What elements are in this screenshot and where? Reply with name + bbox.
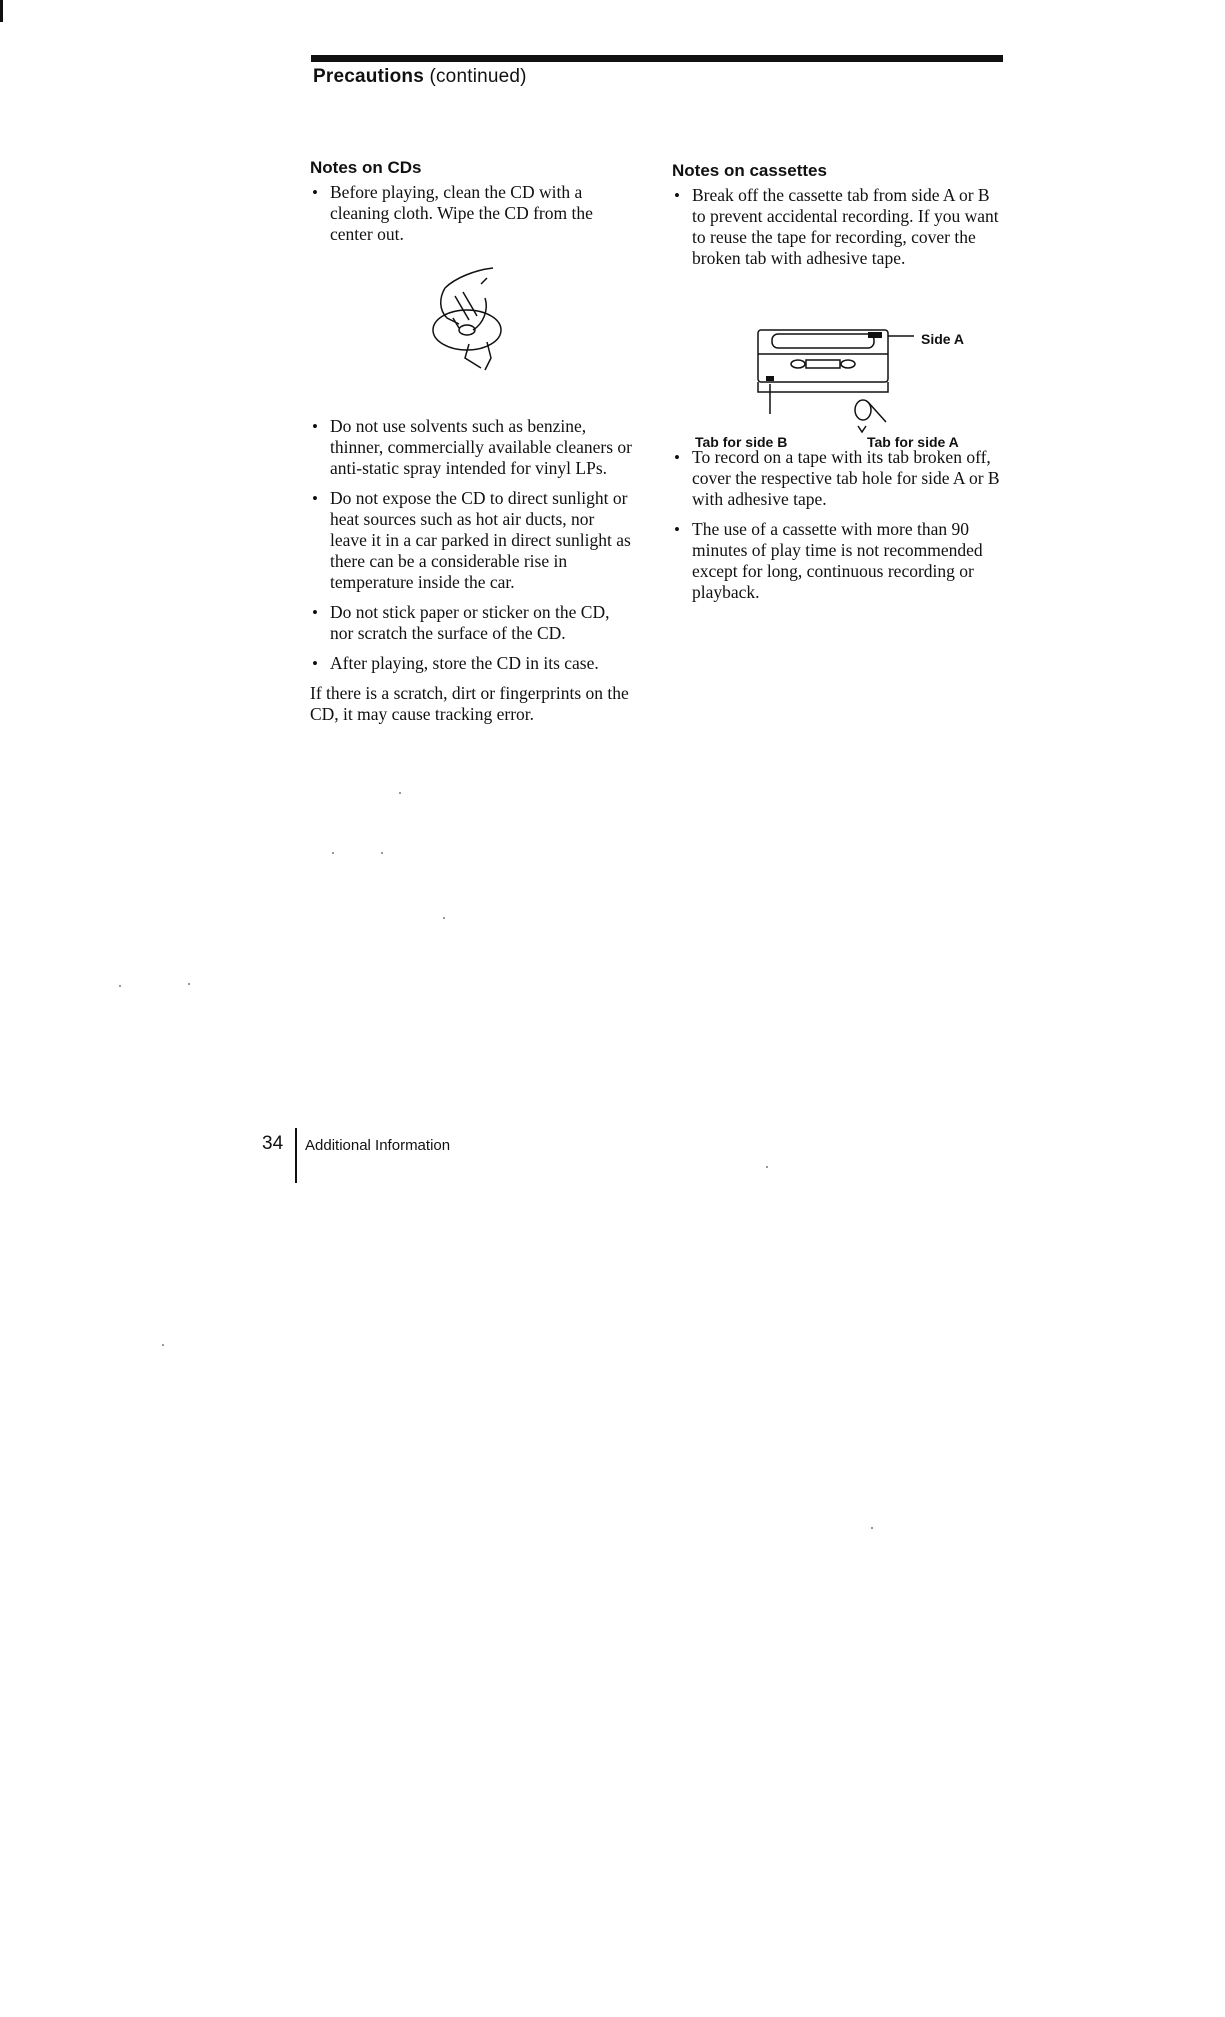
scan-speck (381, 852, 383, 854)
scan-speck (162, 1344, 164, 1346)
page-header (313, 66, 527, 88)
footer-rule (295, 1128, 297, 1183)
scan-speck (871, 1527, 873, 1529)
list-item: • Do not expose the CD to direct sunlight or heat sources such as hot air ducts, nor leave it in a car parked in direct sunlight as there can be a considerable rise in temperature inside the car. (310, 488, 635, 593)
label-tab-side-a: Tab for side A (867, 434, 959, 450)
header-rule (311, 55, 1003, 62)
scan-speck (766, 1166, 768, 1168)
list-item: • Do not use solvents such as benzine, thinner, commercially available cleaners or anti-static spray intended for vinyl LPs. (310, 416, 635, 479)
scan-speck (188, 983, 190, 985)
scan-speck (399, 792, 401, 794)
scan-speck (443, 917, 445, 919)
scan-speck (119, 985, 121, 987)
cd-notes-list (310, 182, 635, 245)
label-side-a: Side A (921, 331, 965, 347)
label-tab-side-b: Tab for side B (695, 434, 788, 450)
scan-speck (332, 852, 334, 854)
list-item: • Break off the cassette tab from side A or B to prevent accidental recording. If you want to reuse the tape for recording, cover the broken tab with adhesive tape. (672, 185, 1007, 269)
cd-notes-list-continued (310, 416, 635, 674)
cassette-notes-heading: Notes on cassettes (672, 161, 827, 180)
cassette-notes-list (672, 185, 1007, 269)
page-edge-mark (0, 0, 3, 22)
header-title: Precautions (313, 66, 424, 87)
cd-notes-closing: If there is a scratch, dirt or fingerprints on the CD, it may cause tracking error. (310, 683, 629, 724)
list-item: • Before playing, clean the CD with a cleaning cloth. Wipe the CD from the center out. (310, 182, 635, 245)
header-subtitle: (continued) (429, 66, 527, 87)
list-item: • Do not stick paper or sticker on the CD, nor scratch the surface of the CD. (310, 602, 635, 644)
page-number: 34 (262, 1133, 284, 1154)
cd-notes-heading: Notes on CDs (310, 158, 422, 177)
cd-cleaning-illustration (425, 258, 525, 388)
list-item: • The use of a cassette with more than 90 minutes of play time is not recommended except for long, continuous recording or playback. (672, 519, 1007, 603)
cassette-notes-list-continued (672, 447, 1007, 603)
footer-section-title: Additional Information (305, 1137, 451, 1154)
cd-notes-section (310, 158, 635, 725)
list-item: • To record on a tape with its tab broken off, cover the respective tab hole for side A or B with adhesive tape. (672, 447, 1007, 510)
list-item: • After playing, store the CD in its case. (310, 653, 635, 674)
